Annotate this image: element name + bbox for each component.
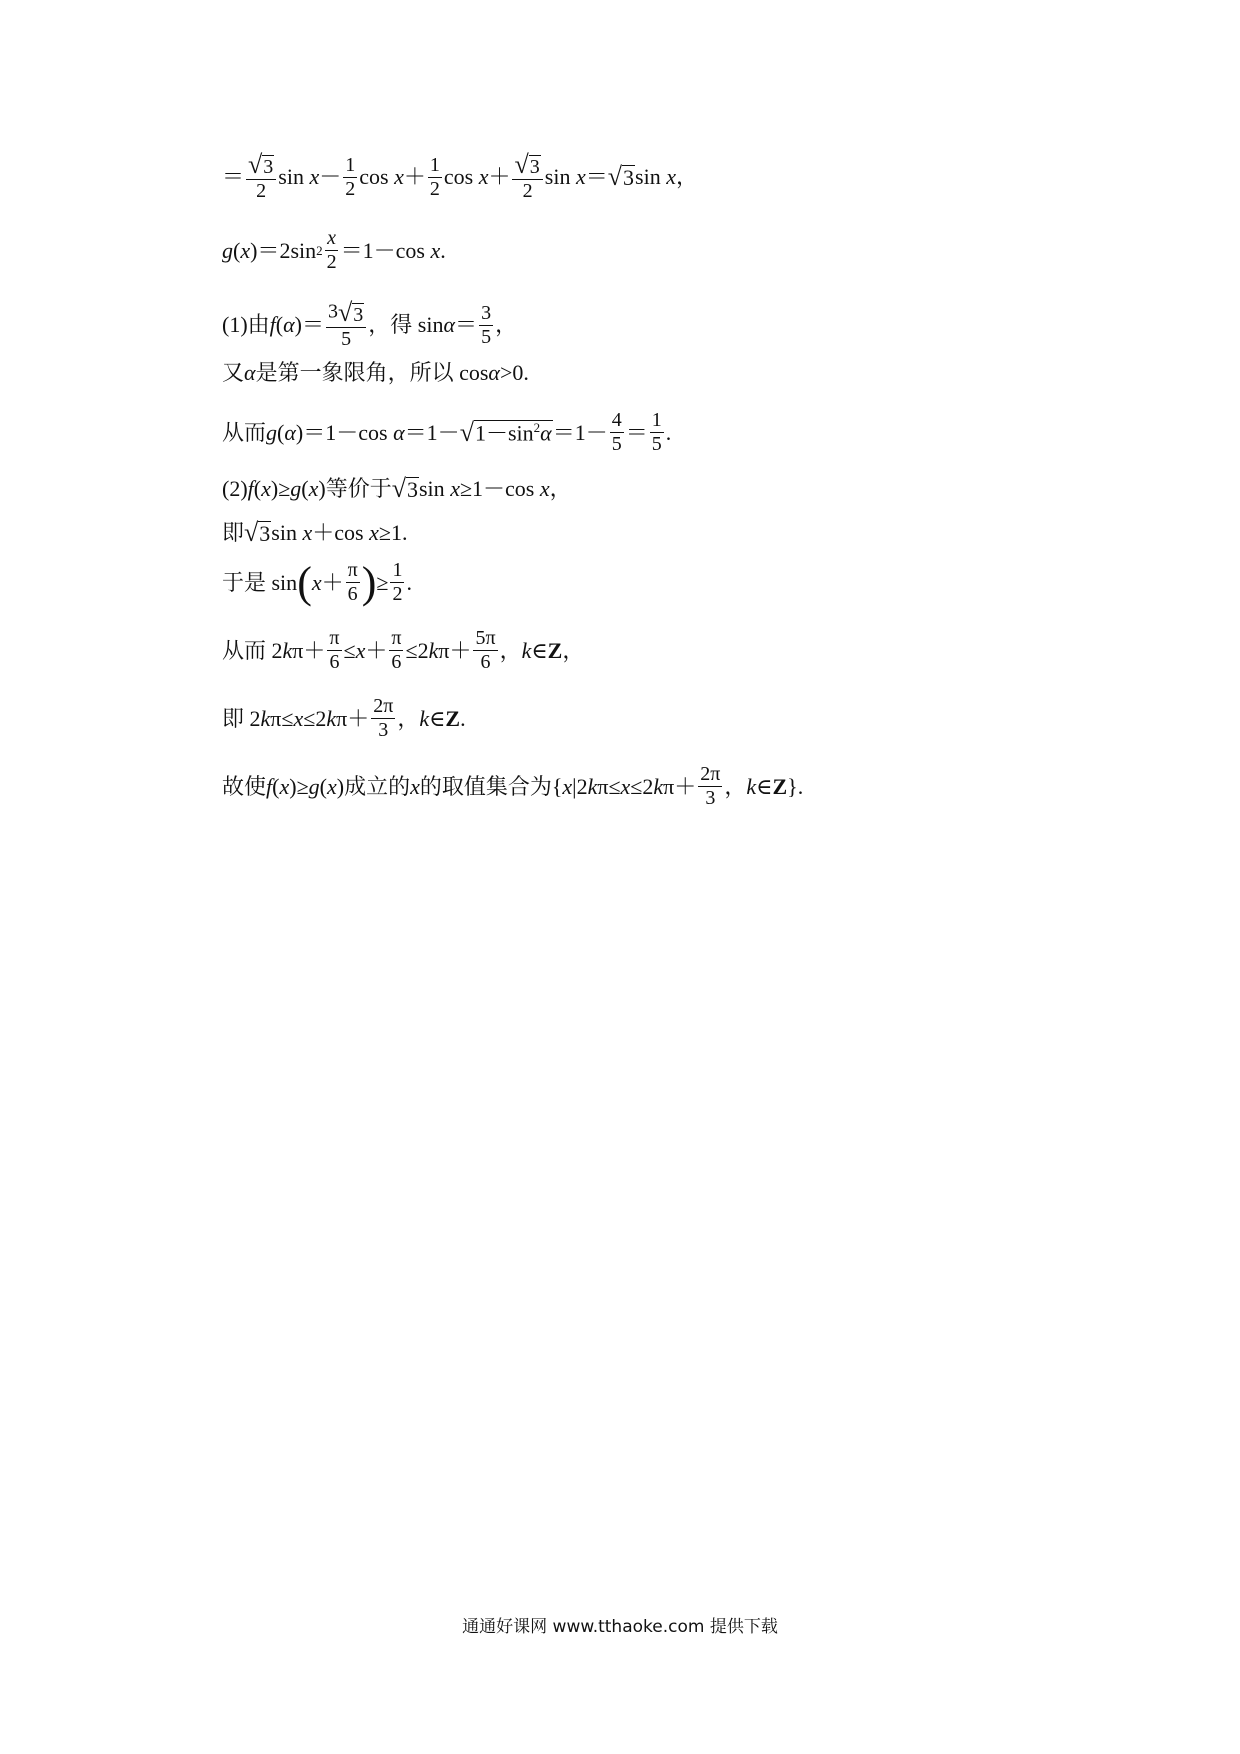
sqrt-1-minus-sin2: √ $1-\sin^2\alpha$ xyxy=(459,417,552,447)
g-func: g xyxy=(222,237,233,263)
footer-source-text: 通通好课网 www.tthaoke.com 提供下载 xyxy=(462,1617,778,1637)
fraction-1-over-2: $\frac{1}{2}$ xyxy=(429,153,440,200)
x-var: x xyxy=(478,164,489,189)
fraction-5pi-over-6: $\frac{5\pi}{6}$ xyxy=(475,627,496,673)
formula-line-2: g ( x ) ＝ 2 sin 2 $\frac{x}{2}$ ＝ 1 － cos x . xyxy=(222,227,446,273)
x-var: x xyxy=(394,164,404,189)
fraction-4-over-5: $\frac{4}{5}$ xyxy=(611,409,622,455)
formula-line-10: 即 2 k π ≤ x ≤ 2 k π ＋ $\frac{2\pi}{3}$ ， k ∈ Z . xyxy=(222,695,466,741)
eq: ＝ xyxy=(585,164,608,189)
fraction-1-over-5: $\frac{1}{5}$ xyxy=(651,409,662,455)
fraction-pi-over-6: $\frac{\pi}{6}$ xyxy=(347,559,358,605)
minus: － xyxy=(319,164,342,189)
x-var: x xyxy=(575,164,586,189)
fraction-sqrt3-over-2: √ 3 2 xyxy=(512,152,542,202)
formula-line-6: (2) f ( x ) ≥ g ( x ) 等价于 √ 3 sin x ≥ 1 － cos x ， xyxy=(222,474,572,503)
sqrt-3: √ 3 xyxy=(607,162,635,191)
formula-line-9: 从而 2 k π ＋ $\frac{\pi}{6}$ ≤ x ＋ $\frac{\pi}{6}$ ≤ 2 k π ＋ $\frac{5\pi}{6}$ ， k ∈ Z ， xyxy=(222,627,585,673)
sin: sin xyxy=(278,164,304,189)
x-var: x xyxy=(309,164,320,189)
plus: ＋ xyxy=(488,164,511,189)
x-var: x xyxy=(666,164,676,189)
sin: sin xyxy=(635,164,661,189)
part-1-prefix: (1)由 xyxy=(222,312,270,337)
formula-line-3: (1)由 f ( α ) ＝ 3 √ 3 5 ，得 sin α ＝ $\frac{3}{5}$ ， xyxy=(222,298,518,350)
sin: sin xyxy=(544,164,571,189)
formula-line-4: 又 α 是第一象限角，所以 cos α >0. xyxy=(222,360,529,385)
comma: ， xyxy=(675,164,698,189)
formula-line-7: 即 √ 3 sin x ＋ cos x ≥ 1 . xyxy=(222,518,408,547)
fraction-3-over-5: $\frac{3}{5}$ xyxy=(481,301,492,348)
formula-line-1 xyxy=(222,152,698,202)
fraction-1-over-2: $\frac{1}{2}$ xyxy=(392,559,403,605)
fraction-sqrt3-over-2: √ 3 2 xyxy=(246,152,276,202)
eq: ＝ xyxy=(222,164,245,189)
cos: cos xyxy=(443,164,474,189)
fraction-2pi-over-3: $\frac{2\pi}{3}$ xyxy=(373,695,394,741)
formula-line-11: 故使 f ( x ) ≥ g ( x ) 成立的 x 的取值集合为{ x |2 k π ≤ x ≤ 2 k π ＋ $\frac{2\pi}{3}$ ， k ∈ Z }. xyxy=(222,763,804,809)
formula-line-5: 从而 g ( α ) ＝ 1 － cos α ＝ 1 － √ $1-\sin^2\alpha$ ＝ 1 － $\frac{4}{5}$ ＝ $\frac{1}{5}$ . xyxy=(222,409,672,455)
cos: cos xyxy=(359,164,389,189)
fraction-3sqrt3-over-5: 3 √ 3 5 xyxy=(326,300,366,350)
fraction-1-over-2: $\frac{1}{2}$ xyxy=(345,153,356,200)
fraction-x-over-2: $\frac{x}{2}$ xyxy=(326,227,337,273)
formula-line-8: 于是 sin ( x ＋ $\frac{\pi}{6}$ ) ≥ $\frac{1}{2}$ . xyxy=(222,557,412,607)
plus: ＋ xyxy=(403,164,426,189)
